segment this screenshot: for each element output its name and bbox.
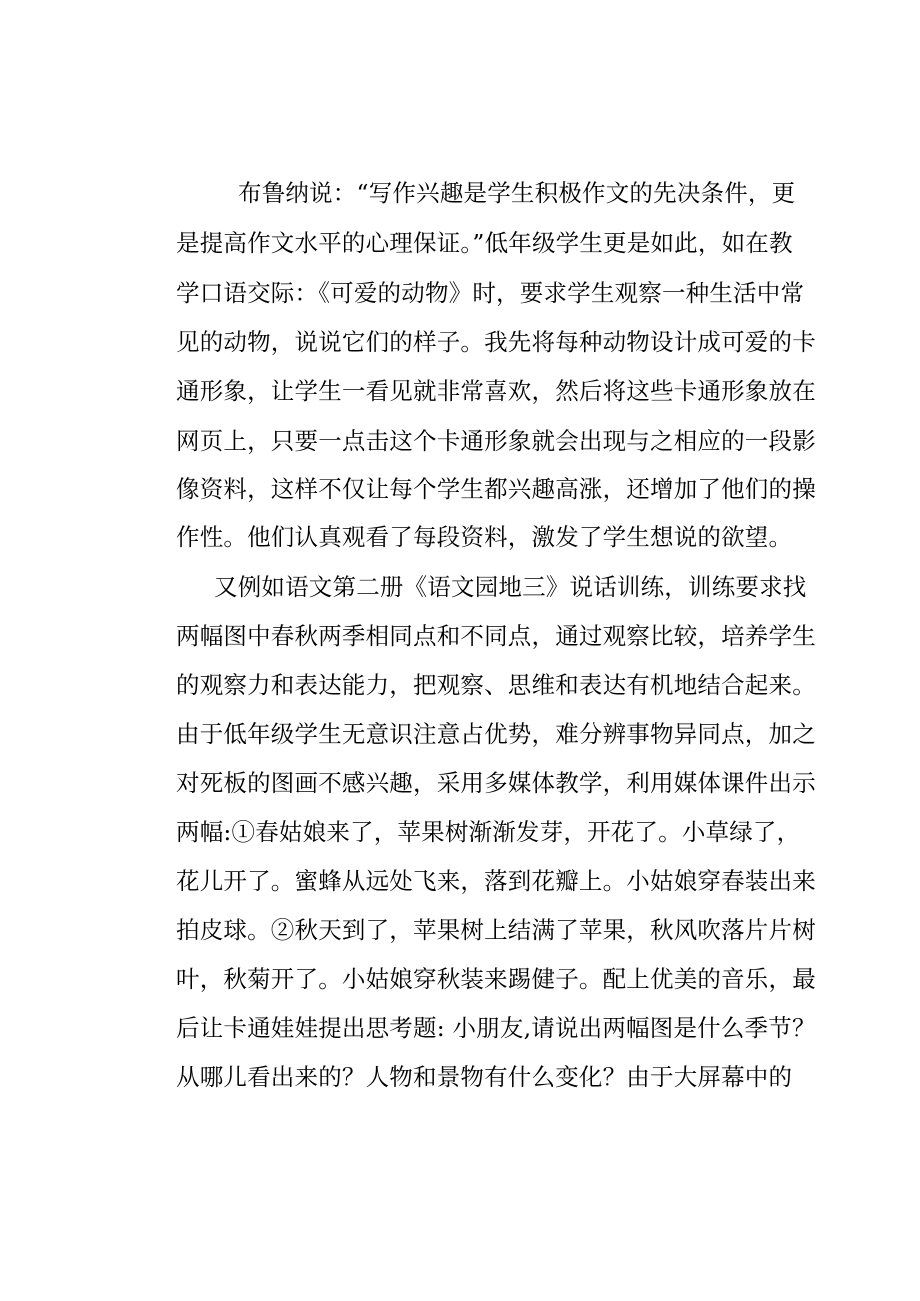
paragraph-2-line-8: 拍皮球。②秋天到了，苹果树上结满了苹果，秋风吹落片片树: [176, 916, 816, 944]
paragraph-2-line-1: 又例如语文第二册《语文园地三》说话训练，训练要求找: [214, 573, 807, 601]
paragraph-1-line-3: 学口语交际：《可爱的动物》时，要求学生观察一种生活中常: [176, 279, 805, 307]
paragraph-1-line-8: 作性。他们认真观看了每段资料，激发了学生想说的欲望。: [176, 523, 793, 551]
paragraph-1-line-6: 网页上，只要一点击这个卡通形象就会出现与之相应的一段影: [176, 427, 816, 455]
paragraph-2-line-5: 对死板的图画不感兴趣，采用多媒体教学，利用媒体课件出示: [176, 769, 816, 797]
paragraph-2-line-3: 的观察力和表达能力，把观察、思维和表达有机地结合起来。: [176, 671, 816, 699]
paragraph-2-line-11: 从哪儿看出来的？人物和景物有什么变化？由于大屏幕中的: [176, 1063, 793, 1091]
paragraph-1-line-5: 通形象，让学生一看见就非常喜欢，然后将这些卡通形象放在: [176, 377, 816, 405]
paragraph-2-line-4: 由于低年级学生无意识注意占优势，难分辨事物异同点，加之: [176, 720, 816, 748]
paragraph-1-line-1: 布鲁纳说：“写作兴趣是学生积极作文的先决条件，更: [238, 179, 796, 207]
paragraph-2-line-9: 叶，秋菊开了。小姑娘穿秋装来踢健子。配上优美的音乐，最: [176, 965, 816, 993]
paragraph-2-line-10: 后让卡通娃娃提出思考题: 小朋友,请说出两幅图是什么季节？: [176, 1014, 816, 1042]
paragraph-1-line-7: 像资料，这样不仅让每个学生都兴趣高涨，还增加了他们的操: [176, 475, 816, 503]
paragraph-2-line-2: 两幅图中春秋两季相同点和不同点，通过观察比较，培养学生: [176, 622, 816, 650]
paragraph-2-line-7: 花儿开了。蜜蜂从远处飞来，落到花瓣上。小姑娘穿春装出来: [176, 867, 816, 895]
paragraph-2-line-6: 两幅:①春姑娘来了，苹果树渐渐发芽，开花了。小草绿了，: [176, 818, 801, 846]
paragraph-1-line-2: 是提高作文水平的心理保证。”低年级学生更是如此，如在教: [176, 229, 793, 257]
paragraph-1-line-4: 见的动物，说说它们的样子。我先将每种动物设计成可爱的卡: [176, 328, 816, 356]
